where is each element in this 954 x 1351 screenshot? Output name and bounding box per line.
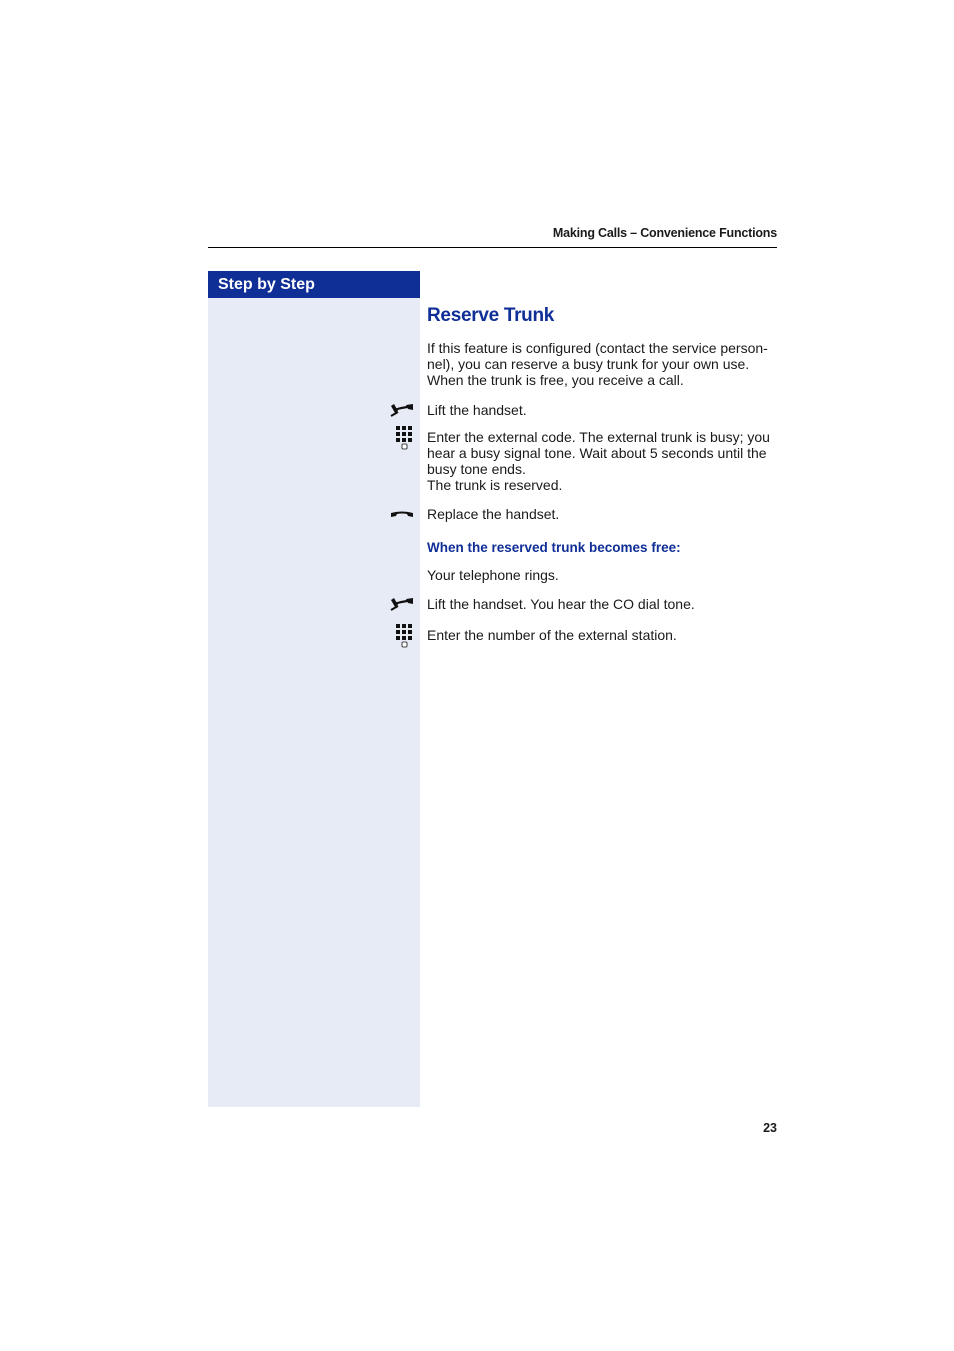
step-line: Lift the handset. [427, 402, 527, 418]
lift-handset-icon [389, 596, 415, 613]
step-line: hear a busy signal tone. Wait about 5 seconds until the [427, 445, 767, 461]
step-enter-code [427, 429, 779, 493]
page-number: 23 [763, 1121, 777, 1135]
replace-handset-icon [389, 510, 415, 522]
step-lift-handset [427, 402, 779, 418]
intro-line: nel), you can reserve a busy trunk for your own use. [427, 356, 750, 372]
step-replace-handset [427, 506, 779, 522]
intro-line: When the trunk is free, you receive a call. [427, 372, 684, 388]
section-title: Reserve Trunk [427, 305, 555, 326]
keypad-icon [395, 623, 414, 648]
step-line: Enter the external code. The external trunk is busy; you [427, 429, 770, 445]
subsection-note [427, 567, 779, 583]
intro-paragraph [427, 340, 779, 388]
step-enter-number [427, 627, 779, 643]
step-line: Lift the handset. You hear the CO dial tone. [427, 596, 695, 612]
step-line: Replace the handset. [427, 506, 560, 522]
lift-handset-icon [389, 402, 415, 419]
keypad-icon [395, 425, 414, 450]
subsection-heading: When the reserved trunk becomes free: [427, 540, 681, 555]
step-line: The trunk is reserved. [427, 477, 563, 493]
step-line: busy tone ends. [427, 461, 526, 477]
running-header: Making Calls – Convenience Functions [552, 226, 777, 240]
note-line: Your telephone rings. [427, 567, 559, 583]
step-lift-handset-2 [427, 596, 779, 612]
header-rule [208, 247, 777, 248]
sidebar-title: Step by Step [208, 271, 420, 298]
step-by-step-sidebar [208, 271, 420, 1107]
intro-line: If this feature is configured (contact the service person- [427, 340, 768, 356]
step-line: Enter the number of the external station. [427, 627, 677, 643]
